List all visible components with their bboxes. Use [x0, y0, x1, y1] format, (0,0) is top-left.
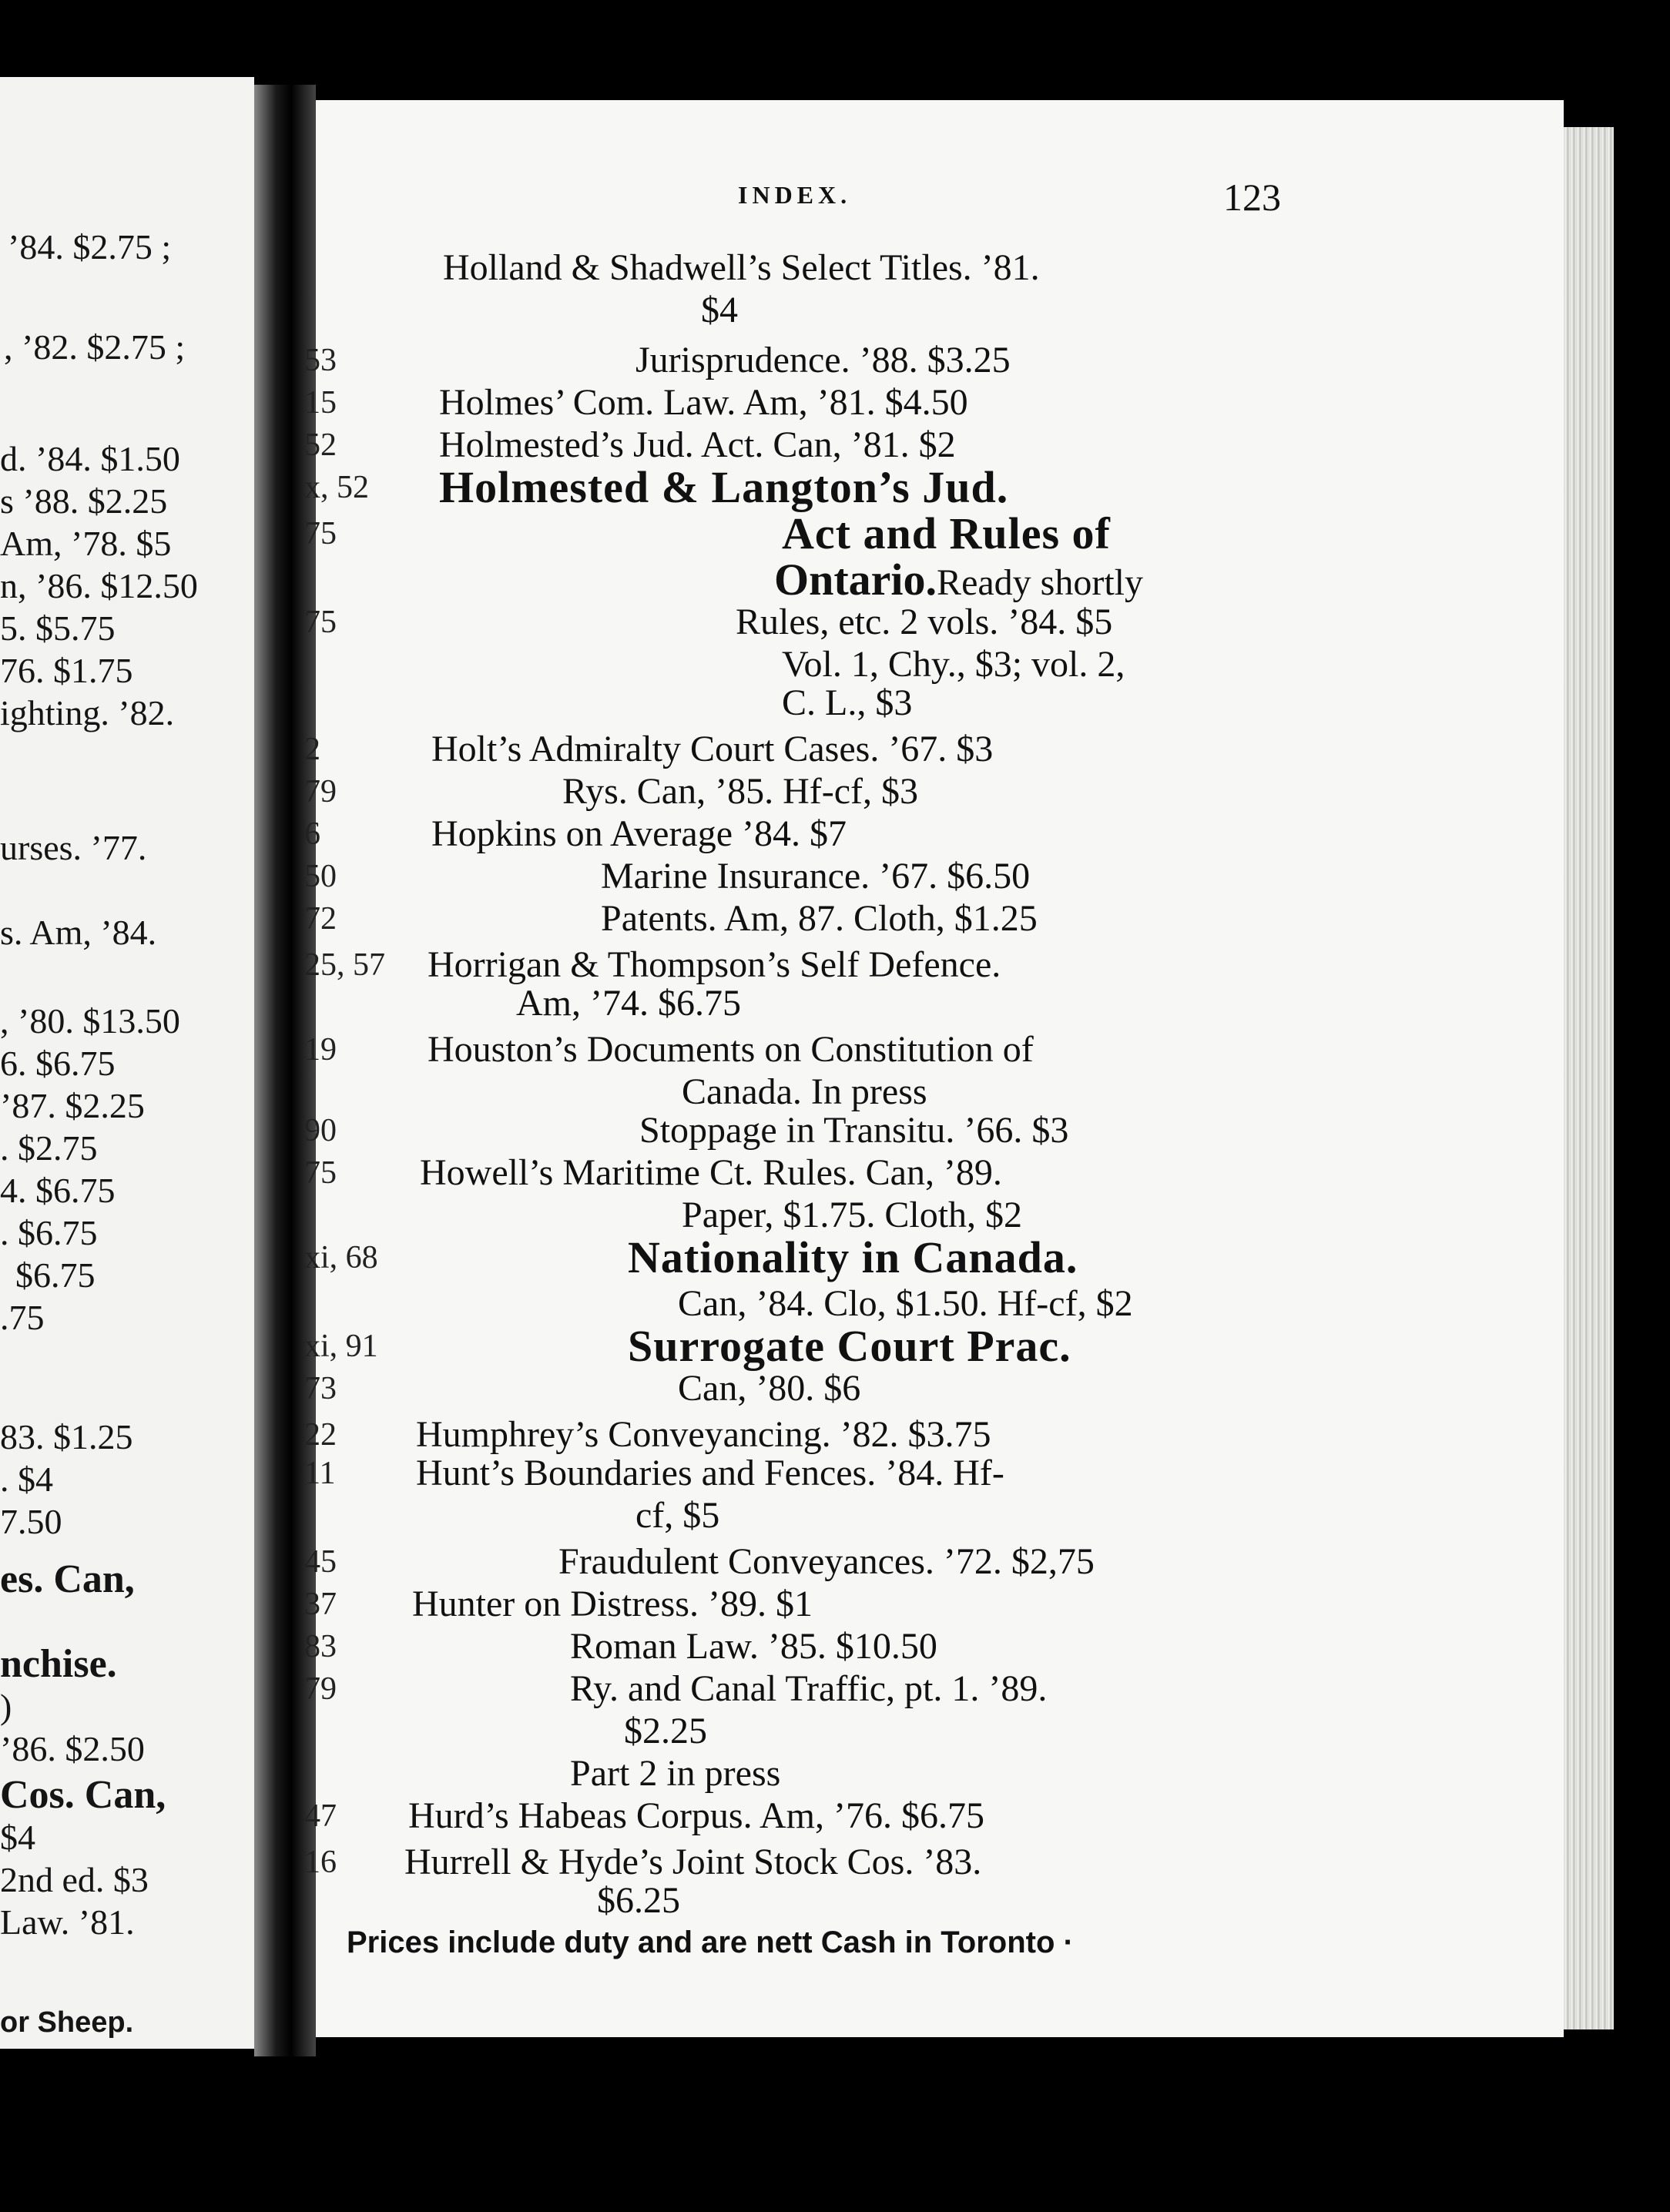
index-line — [0, 1795, 1279, 1838]
reference-number: xi, 68 — [304, 1240, 378, 1275]
reference-number: 25, 57 — [304, 947, 385, 983]
left-page-fragment: . $4 — [0, 1460, 53, 1499]
entry-text: $4 — [701, 290, 738, 330]
index-line — [0, 770, 1279, 813]
entry-text: $2.25 — [624, 1711, 707, 1751]
reference-number: 11 — [304, 1456, 336, 1491]
reference-number: 6 — [304, 816, 320, 852]
entry-text: Hurrell & Hyde’s Joint Stock Cos. ’83. — [404, 1842, 982, 1882]
entry-text: Hunter on Distress. ’89. $1 — [412, 1584, 813, 1624]
reference-number: 53 — [304, 343, 337, 378]
entry-text: Part 2 in press — [570, 1753, 781, 1794]
index-line — [0, 813, 1279, 856]
left-page-fragment: 2nd ed. $3 — [0, 1860, 149, 1899]
index-line — [0, 1452, 1279, 1495]
reference-number: 73 — [304, 1371, 337, 1406]
reference-number: 15 — [304, 385, 337, 421]
entry-text: Marine Insurance. ’67. $6.50 — [601, 856, 1031, 897]
entry-text: Jurisprudence. ’88. $3.25 — [635, 340, 1011, 380]
page-header — [0, 176, 1670, 227]
entry-text: Canada. In press — [682, 1071, 927, 1112]
index-line — [0, 1667, 1279, 1711]
index-line — [0, 424, 1279, 467]
index-line — [0, 1151, 1279, 1195]
entry-text: Holland & Shadwell’s Select Titles. ’81. — [443, 247, 1040, 288]
reference-number: 45 — [304, 1544, 337, 1580]
left-page-fragment: 5. $5.75 — [0, 608, 116, 648]
page-title: INDEX. — [738, 181, 852, 209]
page-number: 123 — [1223, 176, 1281, 219]
left-page-fragment: Am, ’78. $5 — [0, 524, 172, 563]
reference-number: 75 — [304, 516, 337, 551]
index-line — [0, 1028, 1279, 1071]
index-line — [0, 508, 1279, 558]
entry-text: $6.25 — [597, 1880, 680, 1921]
index-line — [0, 555, 1279, 605]
entry-text: Horrigan & Thompson’s Self Defence. — [428, 944, 1001, 985]
entry-text: Nationality in Canada. — [628, 1232, 1078, 1282]
index-line — [0, 982, 1279, 1025]
reference-number: 83 — [304, 1629, 337, 1664]
index-line — [0, 601, 1279, 644]
entry-note: Ready shortly — [937, 562, 1144, 603]
index-line — [0, 462, 1279, 512]
page-footer-note: Prices include duty and are nett Cash in Toronto · — [347, 1925, 1074, 1959]
reference-number: 16 — [304, 1845, 337, 1880]
reference-number: x, 52 — [304, 470, 369, 505]
left-page-footer: or Sheep. — [0, 2006, 134, 2039]
reference-number: 90 — [304, 1113, 337, 1148]
index-line — [0, 1494, 1279, 1537]
entry-text: Can, ’84. Clo, $1.50. Hf-cf, $2 — [678, 1283, 1133, 1324]
index-line — [0, 1194, 1279, 1237]
entry-text — [774, 555, 1144, 605]
entry-text: Holmested’s Jud. Act. Can, ’81. $2 — [439, 424, 956, 465]
entry-text: Houston’s Documents on Constitution of — [428, 1029, 1034, 1070]
index-line — [0, 1282, 1279, 1326]
left-page-fragment: 6. $6.75 — [0, 1044, 116, 1083]
entry-text: Am, ’74. $6.75 — [516, 983, 741, 1024]
index-line — [0, 682, 1279, 725]
left-page-fragment: ’86. $2.50 — [0, 1729, 145, 1768]
left-page-fragment: $4 — [0, 1818, 35, 1857]
index-line — [0, 728, 1279, 771]
entry-text: Rules, etc. 2 vols. ’84. $5 — [736, 602, 1113, 642]
entry-text: Howell’s Maritime Ct. Rules. Can, ’89. — [420, 1152, 1002, 1193]
entry-text: Surrogate Court Prac. — [628, 1321, 1071, 1371]
entry-text: Holt’s Admiralty Court Cases. ’67. $3 — [431, 729, 994, 769]
entry-text: Roman Law. ’85. $10.50 — [570, 1626, 937, 1667]
entry-text: C. L., $3 — [782, 682, 913, 723]
left-page-fragment: .75 — [0, 1298, 45, 1337]
page-edges — [1564, 127, 1614, 2029]
left-page-fragment: urses. ’77. — [0, 828, 147, 867]
index-line — [0, 1413, 1279, 1456]
reference-number: 22 — [304, 1417, 337, 1453]
left-page-fragment: Law. ’81. — [0, 1902, 135, 1942]
entry-text: Holmes’ Com. Law. Am, ’81. $4.50 — [439, 382, 968, 423]
entry-text: Hopkins on Average ’84. $7 — [431, 813, 847, 854]
index-line — [0, 1625, 1279, 1668]
left-page-fragment: 76. $1.75 — [0, 651, 133, 690]
reference-number: xi, 91 — [304, 1329, 378, 1364]
reference-number: 2 — [304, 732, 320, 767]
index-line — [0, 897, 1279, 940]
left-page-fragment: 4. $6.75 — [0, 1171, 116, 1210]
left-page-fragment: , ’82. $2.75 ; — [4, 327, 186, 367]
index-line — [0, 1540, 1279, 1584]
left-page-fragment: nchise. — [0, 1642, 117, 1686]
left-page-fragment: . $6.75 — [0, 1213, 98, 1252]
index-line — [0, 381, 1279, 424]
reference-number: 79 — [304, 1671, 337, 1707]
entry-text: Humphrey’s Conveyancing. ’82. $3.75 — [416, 1414, 991, 1455]
index-line — [0, 855, 1279, 898]
left-page-fragment: 83. $1.25 — [0, 1417, 133, 1456]
entry-text: Stoppage in Transitu. ’66. $3 — [639, 1110, 1069, 1151]
left-page-fragment: . $2.75 — [0, 1128, 98, 1168]
entry-text: Ry. and Canal Traffic, pt. 1. ’89. — [570, 1668, 1048, 1709]
index-line — [0, 643, 1279, 686]
index-line — [0, 1879, 1279, 1922]
reference-number: 50 — [304, 859, 337, 894]
entry-text: Can, ’80. $6 — [678, 1368, 861, 1409]
left-page-fragment: , ’80. $13.50 — [0, 1001, 180, 1041]
left-page-fragment: ’87. $2.25 — [0, 1086, 145, 1125]
index-line — [0, 1071, 1279, 1114]
left-page-fragment: es. Can, — [0, 1557, 135, 1601]
entry-text: Act and Rules of — [782, 508, 1111, 558]
entry-title-bold: Ontario. — [774, 555, 937, 605]
entry-text: Patents. Am, 87. Cloth, $1.25 — [601, 898, 1038, 939]
reference-number: 37 — [304, 1587, 337, 1622]
reference-number: 75 — [304, 605, 337, 640]
reference-number: 19 — [304, 1032, 337, 1067]
left-page-fragment: $6.75 — [15, 1255, 96, 1295]
left-page-fragment: n, ’86. $12.50 — [0, 566, 198, 605]
index-line — [0, 943, 1279, 987]
index-line — [0, 1321, 1279, 1371]
entry-text: Paper, $1.75. Cloth, $2 — [682, 1195, 1023, 1235]
index-line — [0, 1710, 1279, 1753]
index-line — [0, 1109, 1279, 1152]
index-line — [0, 339, 1279, 382]
reference-number: 72 — [304, 901, 337, 937]
index-line — [0, 289, 1279, 332]
index-line — [0, 246, 1279, 290]
reference-number: 79 — [304, 774, 337, 809]
entry-text: Hunt’s Boundaries and Fences. ’84. Hf- — [416, 1453, 1004, 1493]
left-page-fragment: ighting. ’82. — [0, 693, 175, 732]
left-page-fragment: 7.50 — [0, 1502, 62, 1541]
index-line — [0, 1841, 1279, 1884]
reference-number: 52 — [304, 427, 337, 463]
entry-text: cf, $5 — [635, 1495, 720, 1536]
entry-text: Vol. 1, Chy., $3; vol. 2, — [782, 644, 1125, 685]
index-line — [0, 1752, 1279, 1795]
reference-number: 75 — [304, 1155, 337, 1191]
reference-number: 47 — [304, 1798, 337, 1834]
left-page-fragment: ) — [0, 1687, 12, 1726]
entry-text: Rys. Can, ’85. Hf-cf, $3 — [562, 771, 918, 812]
entry-text: Hurd’s Habeas Corpus. Am, ’76. $6.75 — [408, 1795, 984, 1836]
entry-text: Holmested & Langton’s Jud. — [439, 462, 1009, 512]
index-line — [0, 1367, 1279, 1410]
left-page-fragment: s. Am, ’84. — [0, 913, 157, 952]
left-page-fragment: s ’88. $2.25 — [0, 481, 168, 521]
left-page-fragment: Cos. Can, — [0, 1773, 166, 1817]
left-page-fragment: ’84. $2.75 ; — [8, 227, 172, 266]
entry-text: Fraudulent Conveyances. ’72. $2,75 — [558, 1541, 1095, 1582]
index-line — [0, 1583, 1279, 1626]
left-page-fragment: d. ’84. $1.50 — [0, 439, 180, 478]
